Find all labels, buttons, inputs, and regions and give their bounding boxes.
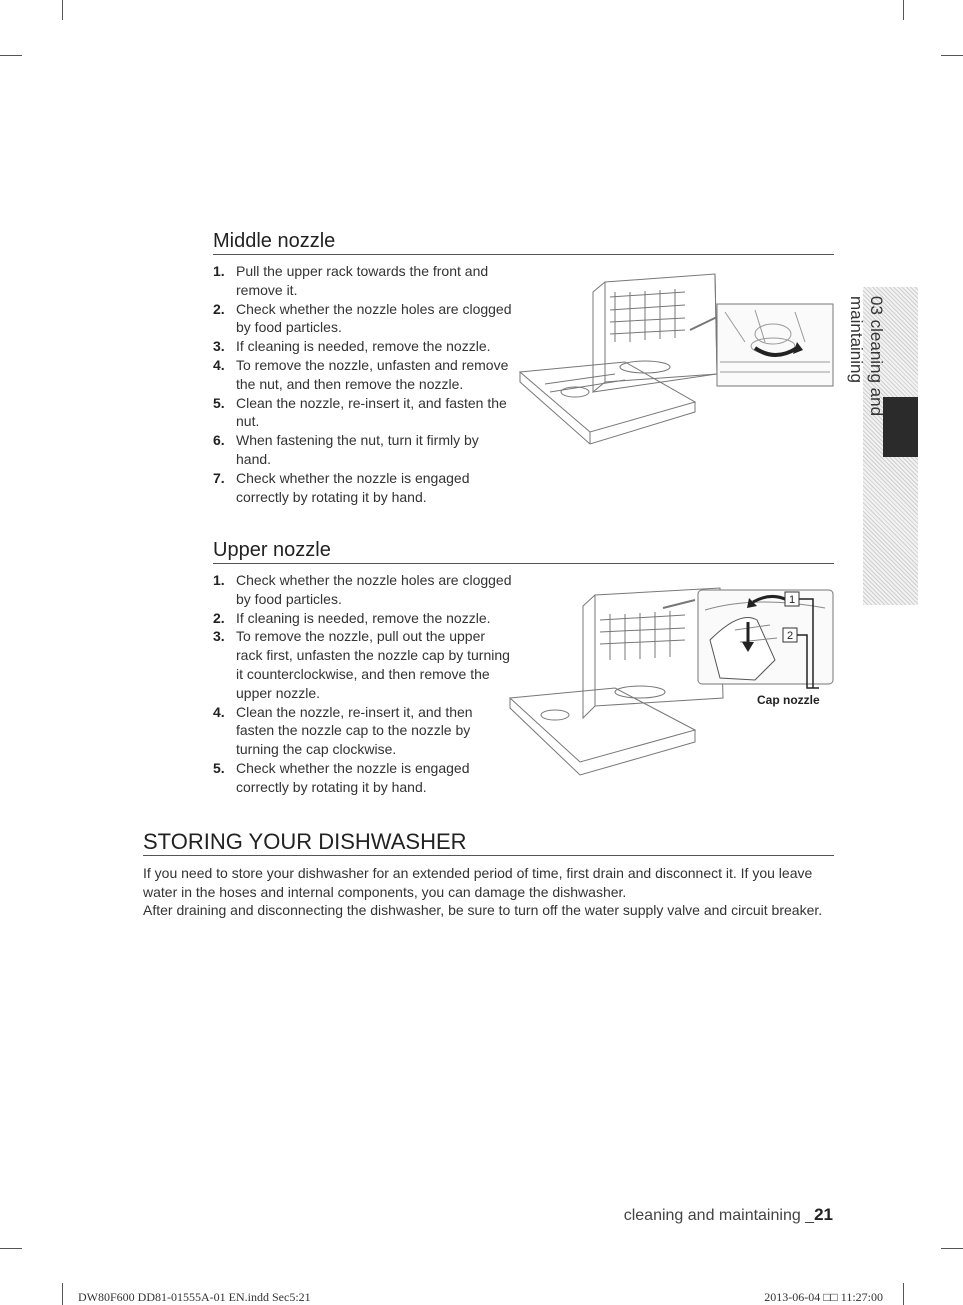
crop-mark [903, 0, 904, 20]
list-item: 2. If cleaning is needed, remove the nozzle. [213, 609, 491, 626]
list-item: 2. Check whether the nozzle holes are clogged by food particles. [213, 300, 512, 336]
crop-mark [0, 55, 22, 56]
slug-right: 2013-06-04 □□ 11:27:00 [764, 1290, 883, 1304]
storing-paragraph-1: If you need to store your dishwasher for an extended period of time, first drain and disconnect it. If you leave water in the hoses and internal components, you can damage the dishwasher. [143, 865, 813, 900]
callout-2: 2 [786, 630, 794, 642]
list-item: 5. Clean the nozzle, re-insert it, and fasten the nut. [213, 394, 507, 430]
side-tab-marker [883, 397, 918, 457]
storing-paragraph-2: After draining and disconnecting the dishwasher, be sure to turn off the water supply valve and circuit breaker. [143, 902, 823, 918]
middle-nozzle-steps [213, 262, 513, 506]
crop-mark [903, 1283, 904, 1305]
side-tab-label: 03 cleaning and maintaining [847, 296, 886, 417]
list-item: 1. Check whether the nozzle holes are clogged by food particles. [213, 572, 512, 607]
middle-nozzle-illustration [505, 262, 840, 452]
cap-nozzle-label: Cap nozzle [757, 693, 820, 707]
page-number: 21 [814, 1205, 833, 1224]
upper-nozzle-steps [213, 571, 513, 797]
list-item: 4. Clean the nozzle, re-insert it, and then fasten the nozzle cap to the nozzle by turning the cap clockwise. [213, 703, 473, 758]
crop-mark [62, 1283, 63, 1305]
list-item: 1. Pull the upper rack towards the front and remove it. [213, 263, 489, 298]
list-item: 3. If cleaning is needed, remove the nozzle. [213, 338, 491, 355]
crop-mark [941, 55, 963, 56]
upper-nozzle-heading: Upper nozzle [213, 539, 834, 564]
crop-mark [941, 1248, 963, 1249]
upper-nozzle-illustration [495, 580, 840, 790]
list-item: 3. To remove the nozzle, pull out the upper rack first, unfasten the nozzle cap by turning it counterclockwise, and then remove the upper nozzle. [213, 628, 510, 701]
page-footer [624, 1205, 833, 1225]
crop-mark [0, 1248, 22, 1249]
slug-left: DW80F600 DD81-01555A-01 EN.indd Sec5:21 [78, 1290, 311, 1304]
callout-1: 1 [788, 594, 796, 606]
list-item: 7. Check whether the nozzle is engaged correctly by rotating it by hand. [213, 469, 470, 505]
list-item: 5. Check whether the nozzle is engaged correctly by rotating it by hand. [213, 759, 470, 795]
middle-nozzle-heading: Middle nozzle [213, 230, 834, 255]
footer-section: cleaning and maintaining _ [623, 1207, 815, 1224]
storing-heading: STORING YOUR DISHWASHER [143, 829, 834, 856]
list-item: 4. To remove the nozzle, unfasten and remove the nut, and then remove the nozzle. [213, 356, 509, 392]
list-item: 6. When fastening the nut, turn it firmly by hand. [213, 432, 479, 467]
crop-mark [62, 0, 63, 20]
